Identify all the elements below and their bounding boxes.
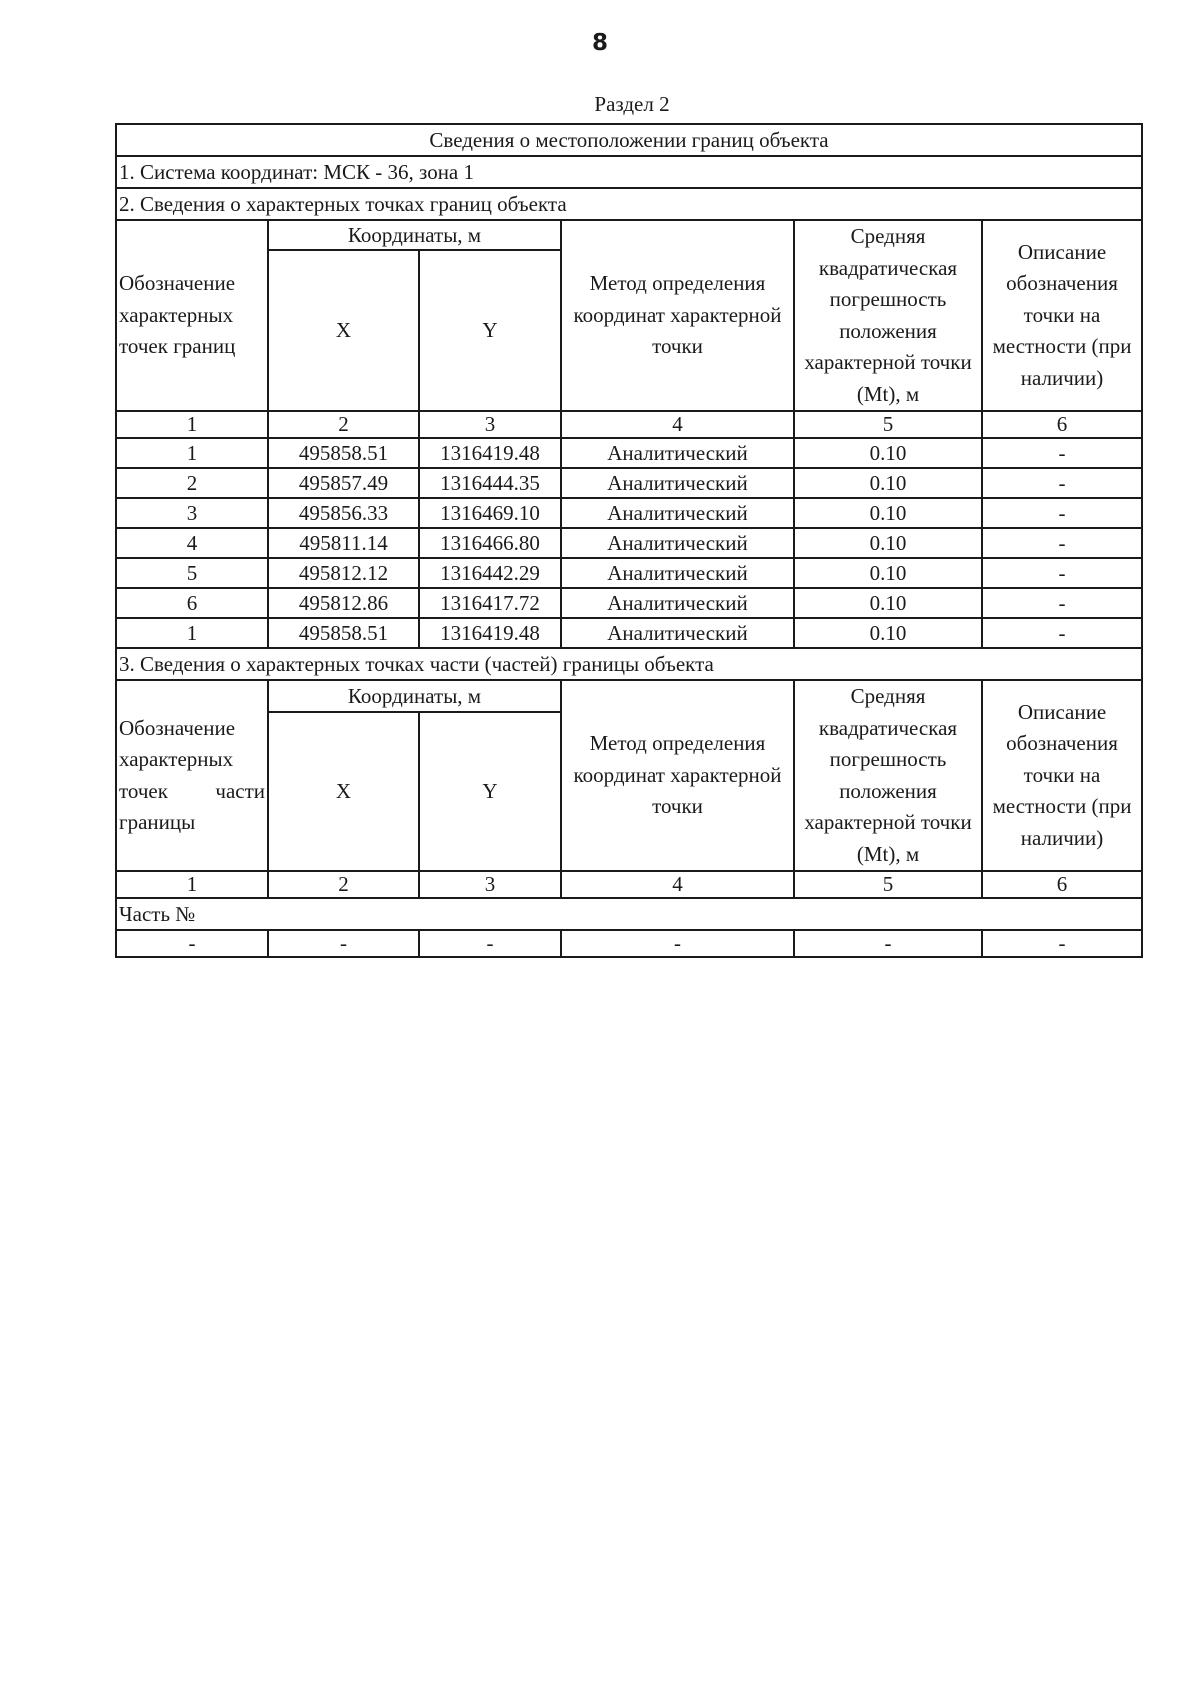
- column-number: 4: [561, 411, 794, 438]
- section-label: Раздел 2: [594, 92, 670, 116]
- method-cell: Аналитический: [561, 588, 794, 618]
- page-number: 8: [591, 30, 608, 56]
- x-cell: 495856.33: [268, 498, 419, 528]
- x-cell: 495811.14: [268, 528, 419, 558]
- table-title: Сведения о местоположении границ объекта: [116, 124, 1142, 156]
- table-row: [116, 618, 1142, 648]
- column-number-row: [116, 411, 1142, 438]
- x-cell: 495858.51: [268, 618, 419, 648]
- mt-cell: 0.10: [794, 438, 982, 468]
- y-cell: 1316466.80: [419, 528, 561, 558]
- header-y-part: Y: [419, 712, 561, 871]
- header-method-part: Метод определения координат характерной точки: [561, 680, 794, 871]
- description-cell: -: [982, 558, 1142, 588]
- description-cell: -: [982, 528, 1142, 558]
- header-x-part: X: [268, 712, 419, 871]
- description-cell: -: [982, 618, 1142, 648]
- part-cell: -: [419, 930, 561, 957]
- part-cell: -: [116, 930, 268, 957]
- part-cell: -: [268, 930, 419, 957]
- x-cell: 495858.51: [268, 438, 419, 468]
- point-id-cell: 3: [116, 498, 268, 528]
- column-number: 4: [561, 871, 794, 898]
- column-number: 2: [268, 871, 419, 898]
- y-cell: 1316469.10: [419, 498, 561, 528]
- header-y: Y: [419, 250, 561, 411]
- part-cell: -: [794, 930, 982, 957]
- x-cell: 495857.49: [268, 468, 419, 498]
- column-number: 1: [116, 411, 268, 438]
- method-cell: Аналитический: [561, 438, 794, 468]
- method-cell: Аналитический: [561, 468, 794, 498]
- mt-cell: 0.10: [794, 558, 982, 588]
- description-cell: -: [982, 498, 1142, 528]
- boundary-table: [115, 123, 1143, 958]
- method-cell: Аналитический: [561, 558, 794, 588]
- header-coords-part: Координаты, м: [268, 680, 561, 712]
- part-row: [116, 930, 1142, 957]
- mt-cell: 0.10: [794, 468, 982, 498]
- point-id-cell: 1: [116, 618, 268, 648]
- mt-cell: 0.10: [794, 528, 982, 558]
- column-number: 2: [268, 411, 419, 438]
- point-id-cell: 2: [116, 468, 268, 498]
- column-number: 1: [116, 871, 268, 898]
- method-cell: Аналитический: [561, 528, 794, 558]
- coord-system: 1. Система координат: МСК - 36, зона 1: [116, 156, 1142, 188]
- table-row: [116, 528, 1142, 558]
- header-x: X: [268, 250, 419, 411]
- header-description: Описание обозначения точки на местности (при наличии): [982, 220, 1142, 411]
- x-cell: 495812.86: [268, 588, 419, 618]
- point-id-cell: 1: [116, 438, 268, 468]
- part-label: Часть №: [116, 898, 1142, 930]
- y-cell: 1316419.48: [419, 618, 561, 648]
- header-error-part: Средняя квадратическая погрешность положения характерной точки (Mt), м: [794, 680, 982, 871]
- section2-title: 2. Сведения о характерных точках границ объекта: [116, 188, 1142, 220]
- header-point-part: Обозначение характерных точек части границы: [116, 680, 268, 871]
- column-number: 5: [794, 411, 982, 438]
- table-row: [116, 588, 1142, 618]
- y-cell: 1316444.35: [419, 468, 561, 498]
- column-number: 6: [982, 411, 1142, 438]
- method-cell: Аналитический: [561, 618, 794, 648]
- y-cell: 1316417.72: [419, 588, 561, 618]
- table-row: [116, 558, 1142, 588]
- header-point: Обозначение характерных точек границ: [116, 220, 268, 411]
- x-cell: 495812.12: [268, 558, 419, 588]
- header-description-part: Описание обозначения точки на местности (при наличии): [982, 680, 1142, 871]
- table-row: [116, 438, 1142, 468]
- column-number: 3: [419, 411, 561, 438]
- column-number: 3: [419, 871, 561, 898]
- section3-title: 3. Сведения о характерных точках части (частей) границы объекта: [116, 648, 1142, 680]
- point-id-cell: 6: [116, 588, 268, 618]
- point-id-cell: 4: [116, 528, 268, 558]
- y-cell: 1316419.48: [419, 438, 561, 468]
- part-cell: -: [561, 930, 794, 957]
- y-cell: 1316442.29: [419, 558, 561, 588]
- point-id-cell: 5: [116, 558, 268, 588]
- mt-cell: 0.10: [794, 618, 982, 648]
- header-error: Средняя квадратическая погрешность положения характерной точки (Mt), м: [794, 220, 982, 411]
- table-row: [116, 498, 1142, 528]
- description-cell: -: [982, 468, 1142, 498]
- method-cell: Аналитический: [561, 498, 794, 528]
- description-cell: -: [982, 588, 1142, 618]
- table-row: [116, 468, 1142, 498]
- description-cell: -: [982, 438, 1142, 468]
- header-method: Метод определения координат характерной точки: [561, 220, 794, 411]
- mt-cell: 0.10: [794, 588, 982, 618]
- part-cell: -: [982, 930, 1142, 957]
- mt-cell: 0.10: [794, 498, 982, 528]
- column-number-row-part: [116, 871, 1142, 898]
- header-coords: Координаты, м: [268, 220, 561, 250]
- column-number: 6: [982, 871, 1142, 898]
- column-number: 5: [794, 871, 982, 898]
